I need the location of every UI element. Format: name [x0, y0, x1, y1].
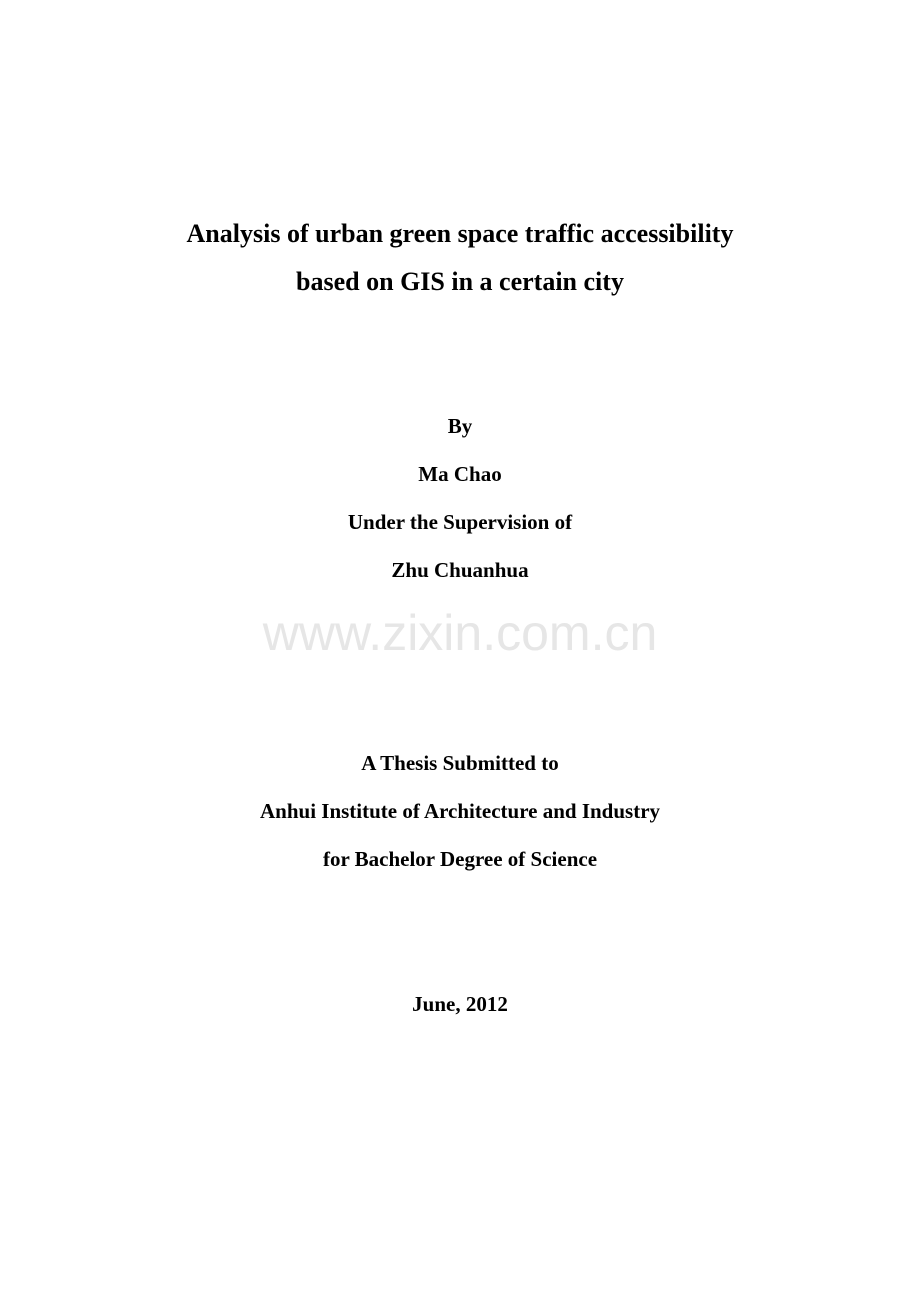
degree-statement: for Bachelor Degree of Science	[322, 847, 598, 871]
watermark: www.zixin.com.cn	[262, 605, 658, 661]
submission-statement: A Thesis Submitted to	[361, 751, 559, 775]
by-label: By	[447, 414, 473, 438]
supervisor-name: Zhu Chuanhua	[391, 558, 529, 582]
author-name: Ma Chao	[418, 462, 502, 486]
thesis-title-line-1: Analysis of urban green space traffic accessibility	[186, 219, 734, 248]
supervision-label: Under the Supervision of	[347, 510, 573, 534]
thesis-title-line-2: based on GIS in a certain city	[296, 267, 624, 296]
submission-date: June, 2012	[412, 992, 508, 1016]
institution-name: Anhui Institute of Architecture and Industry	[259, 799, 661, 823]
